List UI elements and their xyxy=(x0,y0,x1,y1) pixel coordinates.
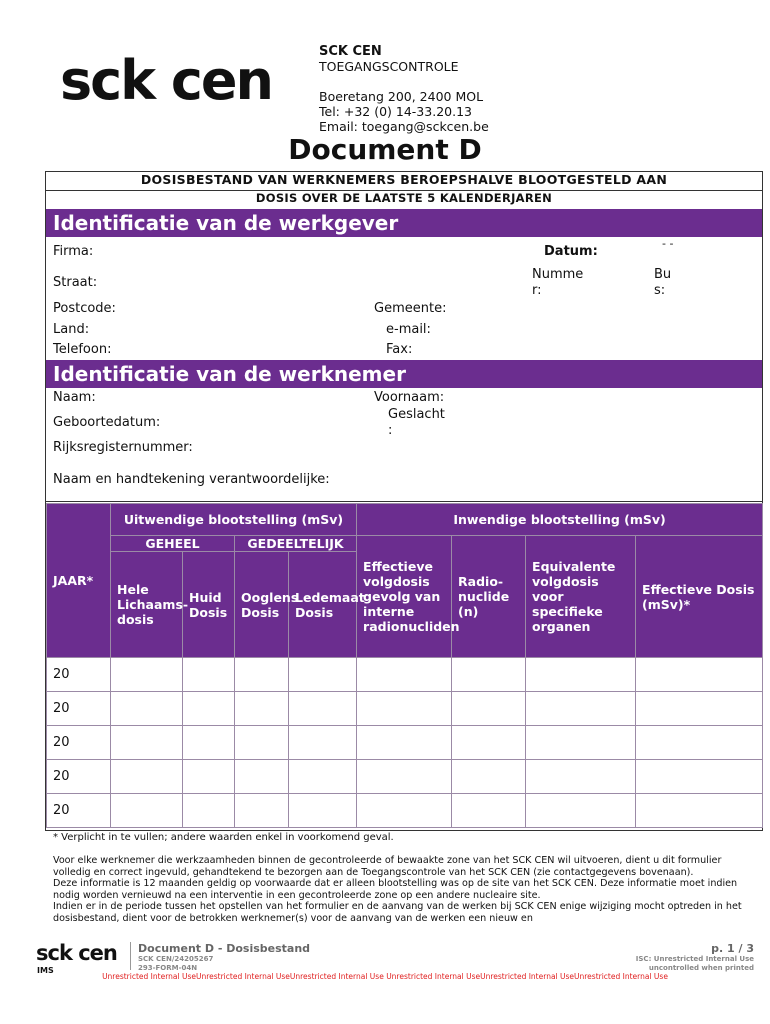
footer-title-block xyxy=(138,942,310,972)
cell-input[interactable] xyxy=(289,760,357,794)
cell-input[interactable] xyxy=(452,692,526,726)
cell-input[interactable] xyxy=(357,692,452,726)
cell-input[interactable] xyxy=(526,794,636,828)
col-effectieve-dosis: Effectieve Dosis (mSv)* xyxy=(636,536,763,658)
instruction-paragraph: Indien er in de periode tussen het opstellen van het formulier en de aanvang van de werken bij SCK CEN enige wijziging mocht optreden in het dosisbestand, dient voor de betrokken werknemer(s) voor de aanvang van de werken een nieuw en xyxy=(53,901,742,924)
cell-input[interactable] xyxy=(636,658,763,692)
cell-input[interactable] xyxy=(111,726,183,760)
cell-input[interactable] xyxy=(636,794,763,828)
footer-uncontrolled: uncontrolled when printed xyxy=(648,963,754,972)
cell-input[interactable] xyxy=(183,726,235,760)
cell-input[interactable] xyxy=(289,692,357,726)
label-nummer: Numme r: xyxy=(532,267,584,298)
footer-divider xyxy=(130,942,131,970)
footer-ims: IMS xyxy=(37,966,54,975)
label-geslacht: Geslacht : xyxy=(388,407,445,438)
org-contact-block xyxy=(319,44,489,134)
form-header-line1: DOSISBESTAND VAN WERKNEMERS BEROEPSHALVE BLOOTGESTELD AAN xyxy=(140,172,668,187)
dose-table xyxy=(46,503,763,828)
table-row xyxy=(47,658,763,692)
cell-input[interactable] xyxy=(357,760,452,794)
col-equivalente-volgdosis: Equivalente volgdosis voor specifieke organen xyxy=(526,536,636,658)
cell-input[interactable] xyxy=(452,726,526,760)
datum-separators: - - xyxy=(662,237,674,250)
footer-logo: sck cen xyxy=(36,941,117,965)
cell-input[interactable] xyxy=(357,658,452,692)
cell-input[interactable] xyxy=(235,658,289,692)
table-row xyxy=(47,760,763,794)
cell-input[interactable] xyxy=(111,692,183,726)
footer-page-block xyxy=(636,942,754,972)
footer-isc: ISC: Unrestricted Internal Use xyxy=(635,955,754,963)
col-hele-lichaamsdosis: Hele Lichaams-dosis xyxy=(111,552,183,658)
cell-input[interactable] xyxy=(183,794,235,828)
row-year: 20 xyxy=(47,658,111,692)
header-external-exposure: Uitwendige blootstelling (mSv) xyxy=(111,504,357,536)
label-bus: Bu s: xyxy=(654,267,672,298)
cell-input[interactable] xyxy=(452,658,526,692)
cell-input[interactable] xyxy=(235,692,289,726)
label-rijksregisternummer: Rijksregisternummer: xyxy=(53,440,193,455)
footer-classification: Unrestricted Internal UseUnrestricted Internal UseUnrestricted Internal Use Unrestricted Internal UseUnrestricted Internal UseUnrestricted Internal Use xyxy=(102,972,668,981)
label-fax: Fax: xyxy=(386,342,413,357)
footer-page: p. 1 / 3 xyxy=(711,942,754,955)
label-datum: Datum: xyxy=(544,244,598,259)
label-geboortedatum: Geboortedatum: xyxy=(53,415,161,430)
label-land: Land: xyxy=(53,322,90,337)
org-address: Boeretang 200, 2400 MOL xyxy=(319,89,484,104)
cell-input[interactable] xyxy=(111,658,183,692)
row-year: 20 xyxy=(47,760,111,794)
col-ooglens-dosis: Ooglens Dosis xyxy=(235,552,289,658)
cell-input[interactable] xyxy=(289,726,357,760)
label-verantwoordelijke: Naam en handtekening verantwoordelijke: xyxy=(53,472,330,487)
cell-input[interactable] xyxy=(452,794,526,828)
label-telefoon: Telefoon: xyxy=(53,342,112,357)
label-gemeente: Gemeente: xyxy=(374,301,447,316)
cell-input[interactable] xyxy=(636,726,763,760)
sck-cen-logo: sck cen xyxy=(60,49,272,112)
table-row xyxy=(47,726,763,760)
footer-title: Document D - Dosisbestand xyxy=(138,942,311,955)
org-email: Email: toegang@sckcen.be xyxy=(319,119,489,134)
cell-input[interactable] xyxy=(289,658,357,692)
cell-input[interactable] xyxy=(452,760,526,794)
footer-ref1: SCK CEN/24205267 xyxy=(138,955,214,963)
cell-input[interactable] xyxy=(235,760,289,794)
label-postcode: Postcode: xyxy=(53,301,116,316)
table-row xyxy=(47,794,763,828)
org-department: TOEGANGSCONTROLE xyxy=(319,59,459,74)
cell-input[interactable] xyxy=(526,726,636,760)
cell-input[interactable] xyxy=(289,794,357,828)
instruction-paragraph: Deze informatie is 12 maanden geldig op voorwaarde dat er alleen blootstelling was op de site van het SCK CEN. Deze informatie moet indien nodig worden vernieuwd na een interventie in een gecontroleerde zone op een andere nucleaire site. xyxy=(53,878,738,901)
cell-input[interactable] xyxy=(357,794,452,828)
cell-input[interactable] xyxy=(357,726,452,760)
section-employer-title: Identificatie van de werkgever xyxy=(46,209,762,237)
cell-input[interactable] xyxy=(111,760,183,794)
cell-input[interactable] xyxy=(183,692,235,726)
col-jaar: JAAR* xyxy=(47,504,111,658)
col-effectieve-volgdosis: Effectieve volgdosis gevolg van interne radionucliden xyxy=(357,536,452,658)
col-ledemaat-dosis: Ledemaat Dosis xyxy=(289,552,357,658)
cell-input[interactable] xyxy=(526,658,636,692)
row-year: 20 xyxy=(47,692,111,726)
label-naam: Naam: xyxy=(53,390,96,405)
label-voornaam: Voornaam: xyxy=(374,390,445,405)
header-gedeeltelijk: GEDEELTELIJK xyxy=(235,536,357,552)
label-firma: Firma: xyxy=(53,244,94,259)
footnote: * Verplicht in te vullen; andere waarden enkel in voorkomend geval. xyxy=(53,832,394,843)
cell-input[interactable] xyxy=(111,794,183,828)
row-year: 20 xyxy=(47,794,111,828)
cell-input[interactable] xyxy=(235,726,289,760)
table-row xyxy=(47,692,763,726)
org-tel: Tel: +32 (0) 14-33.20.13 xyxy=(319,104,472,119)
label-straat: Straat: xyxy=(53,275,98,290)
document-title: Document D xyxy=(288,133,482,166)
label-email: e-mail: xyxy=(386,322,431,337)
cell-input[interactable] xyxy=(526,692,636,726)
org-name: SCK CEN xyxy=(319,44,382,59)
cell-input[interactable] xyxy=(183,760,235,794)
cell-input[interactable] xyxy=(526,760,636,794)
header-internal-exposure: Inwendige blootstelling (mSv) xyxy=(357,504,763,536)
col-huid-dosis: Huid Dosis xyxy=(183,552,235,658)
cell-input[interactable] xyxy=(636,760,763,794)
col-radionuclide: Radio-nuclide (n) xyxy=(452,536,526,658)
row-year: 20 xyxy=(47,726,111,760)
instructions xyxy=(53,855,753,924)
form-header-line2: DOSIS OVER DE LAATSTE 5 KALENDERJAREN xyxy=(255,191,553,205)
instruction-paragraph: Voor elke werknemer die werkzaamheden binnen de gecontroleerde of bewaakte zone van het SCK CEN wil uitvoeren, dient u dit formulier volledig en correct ingevuld, gehandtekend te bezorgen aan de Toegangscontrole van het SCK CEN (zie contactgegevens bovenaan). xyxy=(53,855,722,878)
section-employee-title: Identificatie van de werknemer xyxy=(46,360,762,388)
cell-input[interactable] xyxy=(235,794,289,828)
divider xyxy=(45,501,763,502)
cell-input[interactable] xyxy=(183,658,235,692)
cell-input[interactable] xyxy=(636,692,763,726)
footer-ref2: 293-FORM-04N xyxy=(138,963,198,972)
header-geheel: GEHEEL xyxy=(111,536,235,552)
